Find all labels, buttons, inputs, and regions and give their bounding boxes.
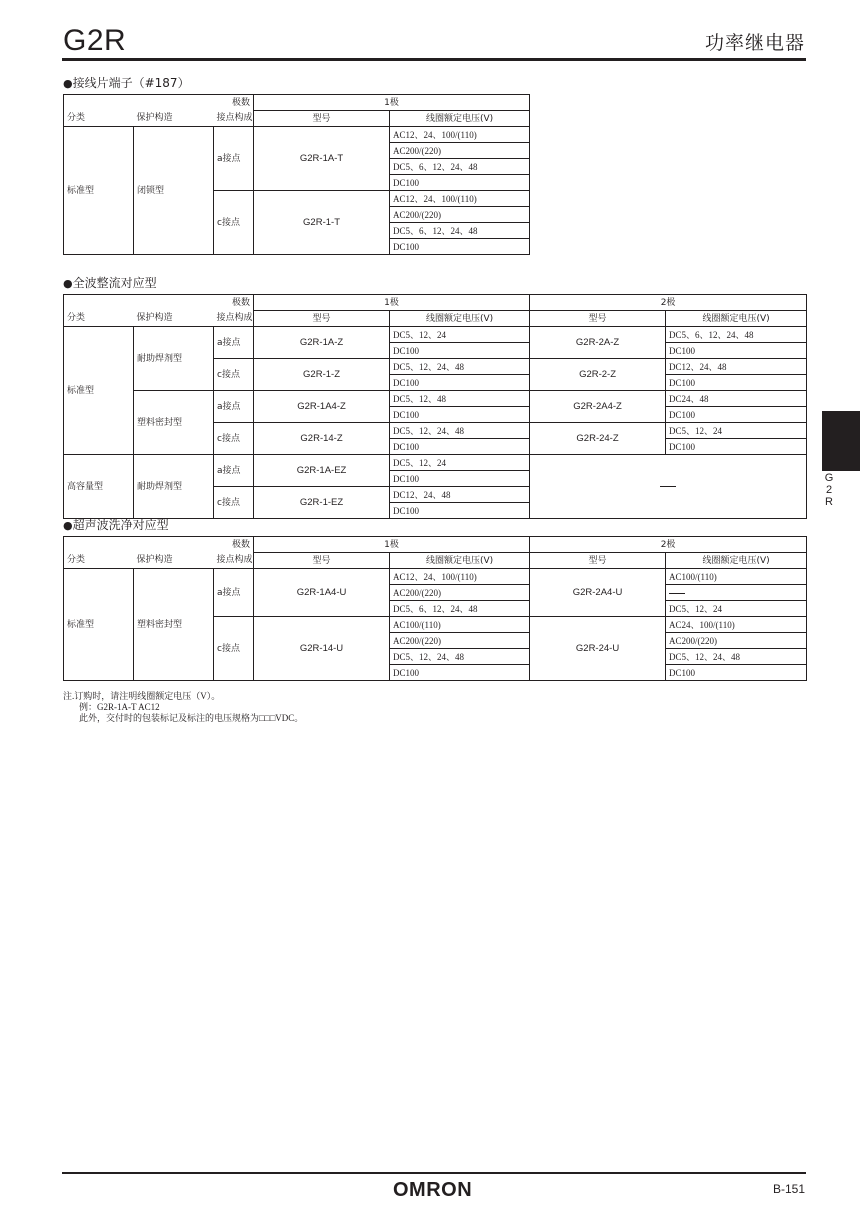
voltage-cell: AC12、24、100/(110) [390, 569, 530, 585]
protection-cell: 闭锁型 [134, 127, 214, 255]
contact-cell: c接点 [214, 359, 254, 391]
voltage-cell [666, 585, 807, 601]
model-cell: G2R-2A-Z [530, 327, 666, 359]
model-cell: G2R-1A4-U [254, 569, 390, 617]
classification-cell: 标准型 [64, 127, 134, 255]
contact-cell: a接点 [214, 569, 254, 617]
voltage-cell: AC200/(220) [390, 585, 530, 601]
table-header-row [64, 311, 807, 327]
voltage-cell: DC12、24、48 [390, 487, 530, 503]
model-cell: G2R-1A-T [254, 127, 390, 191]
table-header-row [64, 111, 530, 127]
voltage-cell: DC100 [390, 407, 530, 423]
voltage-cell: AC200/(220) [390, 207, 530, 223]
table-row [64, 391, 807, 407]
pole1-header: 1极 [254, 295, 530, 311]
protection-cell: 塑料密封型 [134, 391, 214, 455]
classification-header: 分类 [64, 553, 134, 569]
voltage-cell: AC12、24、100/(110) [390, 191, 530, 207]
voltage-cell: DC100 [390, 503, 530, 519]
table-header-row [64, 553, 807, 569]
section-title-ultrasonic: ●超声波洗净对应型 [63, 518, 169, 532]
model-header: 型号 [530, 311, 666, 327]
table-header-row [64, 537, 807, 553]
contact-cell: a接点 [214, 327, 254, 359]
voltage-cell: AC100/(110) [666, 569, 807, 585]
table-row [64, 127, 530, 143]
classification-cell: 高容量型 [64, 455, 134, 519]
voltage-cell: DC5、6、12、24、48 [390, 601, 530, 617]
voltage-cell: DC100 [666, 665, 807, 681]
protection-header: 保护构造 [134, 311, 214, 327]
voltage-header: 线圈额定电压(V) [390, 311, 530, 327]
voltage-cell: DC12、24、48 [666, 359, 807, 375]
footer-rule [62, 1172, 806, 1174]
lug-terminal-table [63, 94, 530, 255]
voltage-cell: AC200/(220) [390, 633, 530, 649]
contact-header: 接点构成 [214, 111, 254, 127]
empty-cell [530, 455, 807, 519]
voltage-cell: DC5、6、12、24、48 [390, 223, 530, 239]
model-cell: G2R-14-U [254, 617, 390, 681]
voltage-cell: AC100/(110) [390, 617, 530, 633]
voltage-header: 线圈额定电压(V) [666, 553, 807, 569]
model-cell: G2R-24-U [530, 617, 666, 681]
model-header: 型号 [254, 111, 390, 127]
voltage-header: 线圈额定电压(V) [666, 311, 807, 327]
voltage-cell: DC5、12、24、48 [666, 649, 807, 665]
protection-cell: 耐助焊剂型 [134, 327, 214, 391]
section-side-tab [822, 411, 860, 471]
protection-cell: 塑料密封型 [134, 569, 214, 681]
contact-header: 接点构成 [214, 553, 254, 569]
model-cell: G2R-1A-Z [254, 327, 390, 359]
poles-header: 极数 [64, 295, 254, 311]
model-cell: G2R-1-Z [254, 359, 390, 391]
classification-header: 分类 [64, 311, 134, 327]
model-cell: G2R-1A-EZ [254, 455, 390, 487]
protection-header: 保护构造 [134, 553, 214, 569]
voltage-header: 线圈额定电压(V) [390, 553, 530, 569]
pole2-header: 2极 [530, 537, 807, 553]
bullet-icon: ● [63, 77, 73, 90]
classification-header: 分类 [64, 111, 134, 127]
full-wave-table [63, 294, 807, 519]
voltage-cell: AC200/(220) [390, 143, 530, 159]
voltage-cell: DC100 [390, 239, 530, 255]
voltage-cell: DC5、12、24、48 [390, 359, 530, 375]
voltage-cell: DC5、12、24、48 [390, 649, 530, 665]
order-notes [63, 691, 303, 724]
voltage-cell: DC100 [666, 439, 807, 455]
model-header: 型号 [530, 553, 666, 569]
classification-cell: 标准型 [64, 569, 134, 681]
voltage-cell: DC24、48 [666, 391, 807, 407]
voltage-cell: DC100 [390, 665, 530, 681]
table-row [64, 455, 807, 471]
voltage-header: 线圈额定电压(V) [390, 111, 530, 127]
section-title-full-wave: ●全波整流对应型 [63, 276, 157, 290]
ultrasonic-table [63, 536, 807, 681]
pole1-header: 1极 [254, 95, 530, 111]
voltage-cell: DC5、12、24 [666, 423, 807, 439]
note-line: 例：G2R-1A-T AC12 [79, 702, 160, 712]
voltage-cell: DC100 [390, 439, 530, 455]
contact-header: 接点构成 [214, 311, 254, 327]
voltage-cell: DC5、12、24、48 [390, 423, 530, 439]
poles-header: 极数 [64, 95, 254, 111]
voltage-cell: DC5、12、24 [390, 455, 530, 471]
voltage-cell: AC24、100/(110) [666, 617, 807, 633]
table-header-row [64, 95, 530, 111]
voltage-cell: DC5、12、24 [666, 601, 807, 617]
model-cell: G2R-1-T [254, 191, 390, 255]
contact-cell: c接点 [214, 191, 254, 255]
voltage-cell: DC100 [390, 375, 530, 391]
pole1-header: 1极 [254, 537, 530, 553]
voltage-cell: DC100 [666, 375, 807, 391]
voltage-cell: DC5、6、12、24、48 [666, 327, 807, 343]
classification-cell: 标准型 [64, 327, 134, 455]
voltage-cell: DC100 [390, 343, 530, 359]
voltage-cell: AC200/(220) [666, 633, 807, 649]
protection-header: 保护构造 [134, 111, 214, 127]
pole2-header: 2极 [530, 295, 807, 311]
model-cell: G2R-1A4-Z [254, 391, 390, 423]
voltage-cell: DC5、12、48 [390, 391, 530, 407]
voltage-cell: DC100 [666, 407, 807, 423]
contact-cell: c接点 [214, 423, 254, 455]
voltage-cell: AC12、24、100/(110) [390, 127, 530, 143]
section-title-lug-terminal: ●接线片端子（#187） [63, 76, 190, 90]
header-rule [62, 58, 806, 61]
side-tab-label: G 2 R [824, 472, 834, 508]
contact-cell: c接点 [214, 487, 254, 519]
contact-cell: a接点 [214, 455, 254, 487]
bullet-icon: ● [63, 519, 73, 532]
page-number: B-151 [772, 1182, 805, 1196]
dash-icon [669, 593, 685, 594]
table-row [64, 327, 807, 343]
model-cell: G2R-1-EZ [254, 487, 390, 519]
table-header-row [64, 295, 807, 311]
page-title: G2R [63, 24, 127, 57]
voltage-cell: DC5、6、12、24、48 [390, 159, 530, 175]
model-header: 型号 [254, 311, 390, 327]
table-row [64, 569, 807, 585]
contact-cell: a接点 [214, 127, 254, 191]
contact-cell: c接点 [214, 617, 254, 681]
omron-logo: OMRON [393, 1179, 473, 1201]
note-line: 注.订购时，请注明线圈额定电压（V）。 [63, 691, 221, 701]
page-category: 功率继电器 [704, 32, 805, 54]
voltage-cell: DC100 [666, 343, 807, 359]
protection-cell: 耐助焊剂型 [134, 455, 214, 519]
bullet-icon: ● [63, 277, 73, 290]
dash-icon [660, 486, 676, 487]
voltage-cell: DC100 [390, 471, 530, 487]
model-cell: G2R-2-Z [530, 359, 666, 391]
poles-header: 极数 [64, 537, 254, 553]
contact-cell: a接点 [214, 391, 254, 423]
model-cell: G2R-2A4-U [530, 569, 666, 617]
voltage-cell: DC5、12、24 [390, 327, 530, 343]
model-cell: G2R-14-Z [254, 423, 390, 455]
voltage-cell: DC100 [390, 175, 530, 191]
model-header: 型号 [254, 553, 390, 569]
model-cell: G2R-24-Z [530, 423, 666, 455]
note-line: 此外，交付时的包装标记及标注的电压规格为□□□VDC。 [79, 713, 304, 723]
model-cell: G2R-2A4-Z [530, 391, 666, 423]
